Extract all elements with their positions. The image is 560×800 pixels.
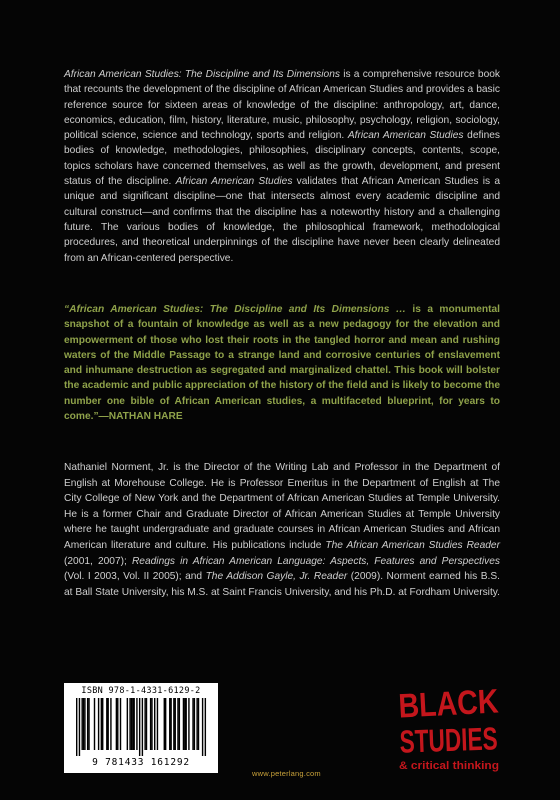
barcode-bar bbox=[84, 698, 85, 750]
series-logo bbox=[397, 681, 539, 775]
isbn-barcode bbox=[64, 683, 218, 773]
text-segment: Nathaniel Norment, Jr. is the Director of the Writing Lab and Professor in the Department of English at Morehouse College. He is Professor Emeritus in the Department of English at The City College of New York and the Department of African American Studies at Temple University. He is a former Chair and Graduate Director of African American Studies at Temple University where he taught undergraduate and graduate courses in African American Studies and African American literature and culture. His publications include bbox=[64, 462, 500, 551]
barcode-bar bbox=[107, 698, 108, 750]
barcode-bar bbox=[87, 698, 88, 750]
text-segment: is a comprehensive resource book that recounts the development of the discipline of African American Studies and provides a basic reference source for sixteen areas of knowledge of the discipline: anthropology, art, dance, economics, education, film, history, literature, music, philosophy, psychology, religion, sociology, political science, science and technology, sports and religion. bbox=[64, 69, 500, 142]
barcode-bar bbox=[194, 698, 195, 750]
text-segment: defines bodies of knowledge, methodologies, philosophies, disciplinary concepts, contents, scope, topics scholars have concerned themselves, as well as the growth, development, and present status of the discipline. bbox=[64, 130, 501, 188]
barcode-bar bbox=[83, 698, 84, 750]
text-segment: validates that African American Studies is a unique and significant discipline—one that intersects almost every academic discipline and cultural construct—and confirms that the discipline has a noteworthy history and a challenging future. The various bodies of knowledge, the philosophical framework, methodological procedures, and theoretical underpinnings of the discipline have never been clearly delineated from an African-centered perspective. bbox=[64, 176, 500, 264]
barcode-bar bbox=[192, 698, 193, 750]
barcode-bar bbox=[102, 698, 103, 750]
text-segment: (Vol. I 2003, Vol. II 2005); and bbox=[64, 571, 206, 583]
barcode-bar bbox=[120, 698, 121, 750]
barcode-bar bbox=[101, 698, 102, 750]
barcode-bar bbox=[106, 698, 107, 750]
italic-text-segment: African American Studies bbox=[347, 130, 464, 142]
barcode-bar bbox=[183, 698, 184, 750]
barcode-bar bbox=[202, 698, 203, 756]
italic-text-segment: Readings in African American Language: Aspects, Features and Perspectives bbox=[131, 555, 500, 567]
barcode-bar bbox=[79, 698, 80, 756]
barcode-bar bbox=[175, 698, 176, 750]
barcode-bar bbox=[94, 698, 95, 750]
barcode-digits: 9 781433 161292 bbox=[92, 757, 190, 768]
italic-text-segment: African American Studies bbox=[175, 176, 293, 188]
barcode-bar bbox=[133, 698, 134, 750]
barcode-bar bbox=[146, 698, 147, 750]
barcode-bar bbox=[185, 698, 186, 750]
barcode-bar bbox=[196, 698, 197, 750]
barcode-bar bbox=[165, 698, 166, 750]
barcode-bar bbox=[144, 698, 145, 750]
series-logo-word1: BLACK bbox=[397, 681, 519, 726]
barcode-bar bbox=[129, 698, 130, 750]
barcode-bar bbox=[173, 698, 174, 750]
barcode-bar bbox=[205, 698, 206, 756]
endorsement-quote bbox=[64, 302, 500, 424]
isbn-label: ISBN 978-1-4331-6129-2 bbox=[81, 686, 201, 696]
author-bio bbox=[64, 460, 500, 600]
barcode-bar bbox=[76, 698, 77, 756]
barcode-bar bbox=[177, 698, 178, 750]
barcode-bar bbox=[179, 698, 180, 750]
barcode-bars bbox=[76, 698, 206, 756]
barcode-bar bbox=[198, 698, 199, 750]
italic-text-segment: “African American Studies: The Discipline and Its Dimensions … bbox=[64, 304, 406, 315]
barcode-bar bbox=[151, 698, 152, 750]
barcode-bar bbox=[116, 698, 117, 750]
barcode-bar bbox=[157, 698, 158, 750]
barcode-bar bbox=[169, 698, 170, 750]
italic-text-segment: African American Studies: The Discipline and Its Dimensions bbox=[64, 69, 340, 80]
barcode-bar bbox=[164, 698, 165, 750]
barcode-bar bbox=[81, 698, 82, 750]
series-logo-tagline: & critical thinking bbox=[399, 760, 499, 772]
publisher-url: www.peterlang.com bbox=[252, 769, 321, 778]
text-segment: is a monumental snapshot of a fountain of knowledge as well as a new pedagogy for the elevation and empowerment of those who lost their roots in the tangled horror and mean and rushing waters of the Middle Passage to a strange land and corrosive centuries of enslavement and inhumane destruction as segregated and marginalized chattel. This book will bolster the academic and public appreciation of the history of the field and is likely to become the number one bible of African American studies, a multifaceted blueprint, for years to come.”—NATHAN HARE bbox=[64, 304, 500, 423]
barcode-bar bbox=[98, 698, 99, 750]
barcode-bar bbox=[188, 698, 189, 750]
text-segment: (2009). Norment earned his B.S. at Ball State University, his M.S. at Saint Francis University, and his Ph.D. at Fordham University. bbox=[64, 571, 500, 598]
book-description bbox=[64, 67, 500, 266]
text-segment: (2001, 2007); bbox=[64, 555, 132, 567]
barcode-bar bbox=[88, 698, 89, 750]
barcode-bar bbox=[132, 698, 133, 750]
italic-text-segment: The African American Studies Reader bbox=[325, 539, 500, 551]
barcode-bar bbox=[154, 698, 155, 750]
barcode-bar bbox=[150, 698, 151, 750]
barcode-bar bbox=[131, 698, 132, 750]
barcode-bar bbox=[139, 698, 140, 756]
barcode-bar bbox=[117, 698, 118, 750]
barcode-bar bbox=[110, 698, 111, 750]
barcode-bar bbox=[136, 698, 137, 750]
barcode-bar bbox=[127, 698, 128, 750]
series-logo-word2: STUDIES bbox=[399, 718, 539, 760]
italic-text-segment: The Addison Gayle, Jr. Reader bbox=[205, 571, 348, 583]
barcode-bar bbox=[170, 698, 171, 750]
barcode-bar bbox=[184, 698, 185, 750]
barcode-bar bbox=[142, 698, 143, 756]
